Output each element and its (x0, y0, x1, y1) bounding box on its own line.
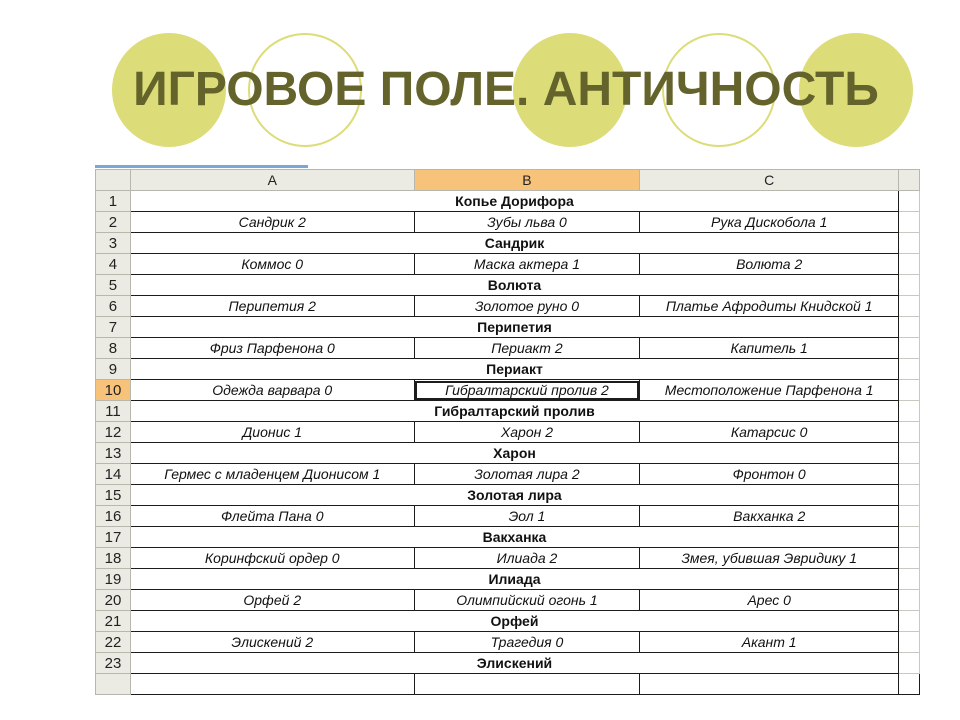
merged-heading-cell[interactable]: Орфей (130, 611, 898, 632)
row-header[interactable]: 12 (96, 422, 131, 443)
cell-d[interactable] (899, 485, 920, 506)
cell-d[interactable] (899, 212, 920, 233)
cell-a[interactable]: Гермес с младенцем Дионисом 1 (130, 464, 414, 485)
table-row (96, 590, 920, 611)
cell-d[interactable] (899, 380, 920, 401)
cell-d[interactable] (899, 401, 920, 422)
merged-heading-cell[interactable]: Элискений (130, 653, 898, 674)
cell-d[interactable] (899, 506, 920, 527)
column-header-row (96, 170, 920, 191)
cell-d[interactable] (899, 632, 920, 653)
table-row (96, 401, 920, 422)
table-row (96, 359, 920, 380)
cell-d[interactable] (899, 527, 920, 548)
cell-c[interactable]: Арес 0 (640, 590, 899, 611)
table-row (96, 611, 920, 632)
cell-d[interactable] (899, 653, 920, 674)
cell-b[interactable]: Трагедия 0 (414, 632, 640, 653)
merged-heading-cell[interactable]: Золотая лира (130, 485, 898, 506)
row-header[interactable]: 4 (96, 254, 131, 275)
merged-heading-cell[interactable]: Перипетия (130, 317, 898, 338)
cell[interactable] (640, 674, 899, 695)
cell-b[interactable]: Илиада 2 (414, 548, 640, 569)
table-row (96, 275, 920, 296)
table-row (96, 674, 920, 695)
row-header[interactable]: 20 (96, 590, 131, 611)
cell-a[interactable]: Элискений 2 (130, 632, 414, 653)
row-header[interactable]: 2 (96, 212, 131, 233)
cell-d[interactable] (899, 296, 920, 317)
table-row (96, 338, 920, 359)
column-header-a[interactable]: A (130, 170, 414, 191)
slide-title: ИГРОВОЕ ПОЛЕ. АНТИЧНОСТЬ (133, 63, 879, 116)
cell-c[interactable]: Волюта 2 (640, 254, 899, 275)
cell-a[interactable]: Коринфский ордер 0 (130, 548, 414, 569)
table-row (96, 548, 920, 569)
cell-d[interactable] (899, 548, 920, 569)
cell-d[interactable] (899, 338, 920, 359)
row-header[interactable]: 14 (96, 464, 131, 485)
table-row (96, 254, 920, 275)
table-row (96, 464, 920, 485)
merged-heading-cell[interactable]: Илиада (130, 569, 898, 590)
merged-heading-cell[interactable]: Копье Дорифора (130, 191, 898, 212)
cell-c[interactable]: Катарсис 0 (640, 422, 899, 443)
cell-d[interactable] (899, 275, 920, 296)
cell-a[interactable]: Фриз Парфенона 0 (130, 338, 414, 359)
cell-b[interactable]: Маска актера 1 (414, 254, 640, 275)
merged-heading-cell[interactable]: Волюта (130, 275, 898, 296)
row-header[interactable]: 11 (96, 401, 131, 422)
cell-c[interactable]: Змея, убившая Эвридику 1 (640, 548, 899, 569)
cell-a[interactable]: Орфей 2 (130, 590, 414, 611)
row-header[interactable]: 7 (96, 317, 131, 338)
row-header[interactable]: 1 (96, 191, 131, 212)
merged-heading-cell[interactable]: Харон (130, 443, 898, 464)
row-header[interactable]: 19 (96, 569, 131, 590)
cell-a[interactable]: Перипетия 2 (130, 296, 414, 317)
row-header[interactable] (96, 674, 131, 695)
row-header[interactable]: 9 (96, 359, 131, 380)
cell-b[interactable]: Золотая лира 2 (414, 464, 640, 485)
table-row (96, 212, 920, 233)
cell-c[interactable]: Фронтон 0 (640, 464, 899, 485)
cell-b[interactable]: Периакт 2 (414, 338, 640, 359)
table-row (96, 653, 920, 674)
column-header-b[interactable]: B (414, 170, 640, 191)
cell-b[interactable]: Эол 1 (414, 506, 640, 527)
cell-d[interactable] (899, 464, 920, 485)
cell-b[interactable]: Золотое руно 0 (414, 296, 640, 317)
table-row (96, 317, 920, 338)
cell-c[interactable]: Капитель 1 (640, 338, 899, 359)
cell-b[interactable]: Гибралтарский пролив 2 (414, 380, 640, 401)
table-row (96, 422, 920, 443)
row-header[interactable]: 5 (96, 275, 131, 296)
row-header[interactable]: 22 (96, 632, 131, 653)
cell-d[interactable] (899, 359, 920, 380)
row-header[interactable]: 16 (96, 506, 131, 527)
cell-a[interactable]: Одежда варвара 0 (130, 380, 414, 401)
table-row (96, 527, 920, 548)
cell-d[interactable] (899, 569, 920, 590)
cell-a[interactable]: Дионис 1 (130, 422, 414, 443)
cell-b[interactable]: Харон 2 (414, 422, 640, 443)
row-header[interactable]: 21 (96, 611, 131, 632)
cell-b[interactable]: Зубы льва 0 (414, 212, 640, 233)
cell-d[interactable] (899, 590, 920, 611)
row-header[interactable]: 18 (96, 548, 131, 569)
decor-blue-line (95, 165, 308, 168)
cell-b[interactable]: Олимпийский огонь 1 (414, 590, 640, 611)
row-header[interactable]: 23 (96, 653, 131, 674)
merged-heading-cell[interactable]: Вакханка (130, 527, 898, 548)
cell[interactable] (414, 674, 640, 695)
row-header[interactable]: 6 (96, 296, 131, 317)
table-row (96, 632, 920, 653)
table-row (96, 380, 920, 401)
grid-body (96, 191, 920, 695)
row-header[interactable]: 17 (96, 527, 131, 548)
spreadsheet (95, 169, 920, 695)
merged-heading-cell[interactable]: Гибралтарский пролив (130, 401, 898, 422)
cell-c[interactable]: Местоположение Парфенона 1 (640, 380, 899, 401)
cell-c[interactable]: Платье Афродиты Книдской 1 (640, 296, 899, 317)
table-row (96, 569, 920, 590)
merged-heading-cell[interactable]: Сандрик (130, 233, 898, 254)
row-header[interactable]: 3 (96, 233, 131, 254)
table-row (96, 233, 920, 254)
table-row (96, 296, 920, 317)
row-header[interactable]: 8 (96, 338, 131, 359)
cell-c[interactable]: Акант 1 (640, 632, 899, 653)
table-row (96, 443, 920, 464)
column-header-d[interactable] (899, 170, 920, 191)
row-header[interactable]: 13 (96, 443, 131, 464)
cell-c[interactable]: Рука Дискобола 1 (640, 212, 899, 233)
table-row (96, 191, 920, 212)
table-row (96, 485, 920, 506)
cell-d[interactable] (899, 422, 920, 443)
table-row (96, 506, 920, 527)
column-header-c[interactable]: C (640, 170, 899, 191)
cell-d[interactable] (899, 191, 920, 212)
spreadsheet-grid (95, 169, 920, 695)
cell-c[interactable]: Вакханка 2 (640, 506, 899, 527)
select-all-corner[interactable] (96, 170, 131, 191)
cell-d[interactable] (899, 233, 920, 254)
row-header[interactable]: 15 (96, 485, 131, 506)
merged-heading-cell[interactable]: Периакт (130, 359, 898, 380)
cell-d[interactable] (899, 443, 920, 464)
cell-a[interactable]: Флейта Пана 0 (130, 506, 414, 527)
cell-d[interactable] (899, 317, 920, 338)
cell-a[interactable]: Коммос 0 (130, 254, 414, 275)
row-header[interactable]: 10 (96, 380, 131, 401)
cell[interactable] (130, 674, 414, 695)
cell-d[interactable] (899, 254, 920, 275)
cell-d[interactable] (899, 611, 920, 632)
cell[interactable] (899, 674, 920, 695)
cell-a[interactable]: Сандрик 2 (130, 212, 414, 233)
